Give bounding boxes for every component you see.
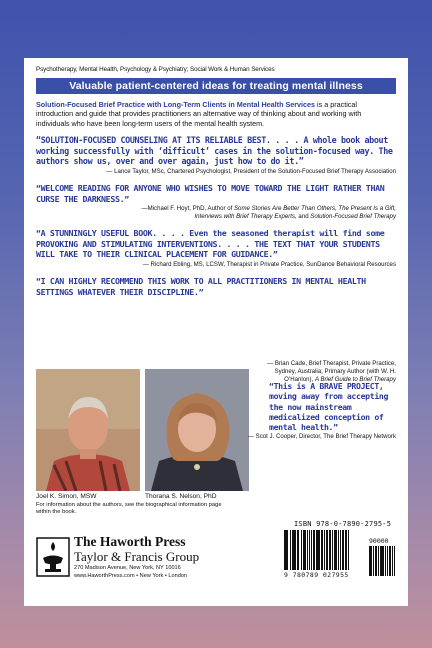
publisher-section [36,520,396,604]
barcode-bar [332,530,333,570]
quote-text: “I CAN HIGHLY RECOMMEND THIS WORK TO ALL PRACTITIONERS IN MENTAL HEALTH SETTINGS WHATEVER THEIR DISCIPLINE.” [36,275,366,297]
barcode-addon [369,537,396,576]
quote-cade [36,276,396,297]
attr-part: and [296,213,311,221]
barcode-bar [373,546,374,576]
quote-attribution [36,205,396,221]
intro-paragraph [36,100,396,128]
attr-book-title: Interviews with Brief Therapy Experts, [194,213,297,221]
barcode-bar [338,530,339,570]
quote-attribution: — Richard Ebling, MS, LCSW, Therapist in Private Practice, SunDance Behavioral Resources [142,260,396,268]
back-cover-panel [24,58,408,606]
publisher-info [74,534,199,580]
barcode-bar [304,530,305,570]
barcode-digits: 9 780789 027955 [284,571,349,579]
quote-attribution: — Lance Taylor, MSc, Chartered Psychologist, President of the Solution-Focused Brief Therapy Association [106,168,396,175]
book-title: Solution-Focused Brief Practice with Long-Term Clients in Mental Health Services [36,100,316,109]
author-photo-nelson [145,369,249,491]
barcode-bar [327,530,328,570]
author-name-nelson: Thorana S. Nelson, PhD [145,493,217,500]
barcode-price-code: 90000 [369,537,389,545]
quote-text: “WELCOME READING FOR ANYONE WHO WISHES TO MOVE TOWARD THE LIGHT RATHER THAN CURSE THE DARKNESS.” [36,183,385,204]
quote-cooper [247,381,396,441]
quote-text: “This is A BRAVE PROJECT, moving away from accepting the now mainstream medicalized conception of mental health.” [269,381,389,433]
author-section [36,360,396,519]
quote-ebling [36,228,396,269]
barcode-bar [297,530,298,570]
attr-line: — Brian Cade, Brief Therapist, Private Practice, [267,360,396,367]
quote-text: “A STUNNINGLY USEFUL BOOK. . . . Even the seasoned therapist will find some PROVOKING AND STIMULATING INTERVENTIONS. . . . THE TEXT THAT YOUR STUDENTS WILL TAKE TO THEIR CLINICAL PLACEMENT FOR GUIDANCE.” [36,228,385,260]
barcode-bar [385,546,386,576]
tagline-banner: Valuable patient-centered ideas for treating mental illness [36,78,396,94]
intro-text: is a practical introduction and guide that provides practitioners an alternative way of thinking about and working with individuals who have been long-term users of the mental health system. [36,100,362,128]
barcode-bar [335,530,337,570]
attr-book-title: A Brief Guide to Brief Therapy [314,376,396,383]
barcode-bar [348,530,350,570]
barcode-bar [371,546,372,576]
barcode-bar [375,546,377,576]
attr-line: O’Hanlon), [284,376,315,383]
quote-hoyt [36,183,396,221]
barcode-bars [284,530,350,570]
barcode-bar [342,530,344,570]
barcode-addon-bars [369,546,396,576]
attr-part: —Michael F. Hoyt, PhD, Author of [141,205,234,213]
haworth-lamp-logo-icon [36,536,70,578]
attr-book-titles: Some Stories Are Better Than Others, The Present Is a Gift, [233,205,396,213]
author-photo-simon [36,369,140,491]
quote-attribution: — Scot J. Cooper, Director, The Brief Therapy Network [247,433,396,441]
barcode-bar [298,530,299,570]
quote-text: “SOLUTION-FOCUSED COUNSELING AT ITS RELIABLE BEST. . . . A whole book about working successfully with ‘difficult’ cases in the solution-focused way. The authors show us, over and over again, just how to do it.” [36,135,393,167]
isbn-number: ISBN 978-0-7890-2795-5 [294,520,392,528]
barcode-bar [309,530,310,570]
publisher-web: www.HaworthPress.com • New York • London [74,573,188,579]
barcode-bar [318,530,320,570]
quote-taylor [36,135,396,176]
attr-book-title: Solution-Focused Brief Therapy [310,213,396,221]
barcode-bar [340,530,341,570]
publisher-group: Taylor & Francis Group [74,549,200,564]
barcode-bar [287,530,288,570]
attr-line: Sydney, Australia; Primary Author (with W. H. [274,368,396,375]
publisher-address: 270 Madison Avenue, New York, NY 10016 [74,565,181,571]
barcode-bar [378,546,379,576]
barcode [284,530,389,579]
barcode-bar [311,530,312,570]
category-line: Psychotherapy, Mental Health, Psychology & Psychiatry; Social Work & Human Services [36,66,275,73]
barcode-bar [301,530,303,570]
barcode-bar [329,530,331,570]
publisher-name: The Haworth Press [74,534,186,549]
author-name-simon: Joel K. Simon, MSW [36,493,97,500]
author-info-note: For information about the authors, see the biographical information page within the book. [36,502,222,515]
woman-portrait-icon [145,369,249,491]
barcode-bar [307,530,309,570]
barcode-bar [394,546,395,576]
man-portrait-icon [36,369,140,491]
